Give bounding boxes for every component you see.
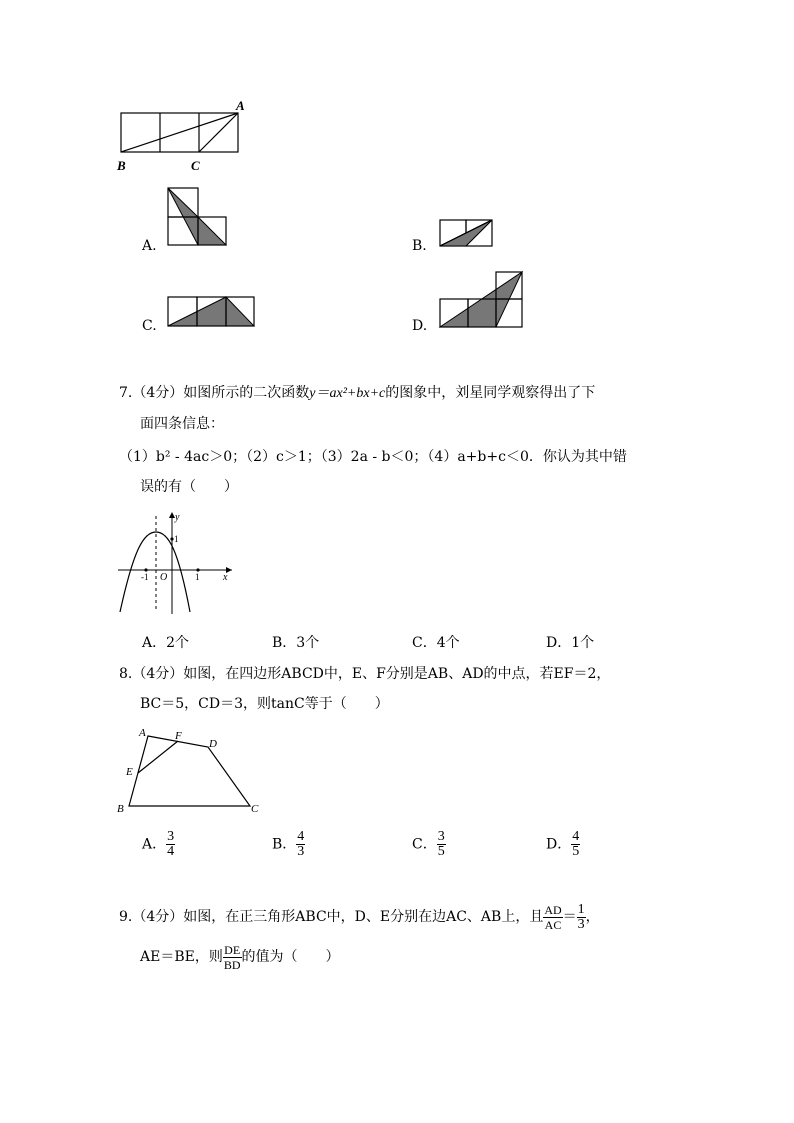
graph-label-y: y	[175, 512, 180, 523]
grid-label-a: A	[236, 98, 245, 113]
q7-option-c-letter: C．	[412, 635, 437, 651]
quad-label-c: C	[251, 803, 259, 815]
grid-figure	[112, 96, 262, 176]
q6-option-d-letter[interactable]: D.	[412, 318, 428, 334]
q9-text-pre: 如图，在正三角形ABC中，D、E分别在边AC、AB上，且	[183, 909, 544, 925]
q7-option-d-text: 1个	[571, 635, 595, 651]
q8-option-a-den: 4	[167, 844, 175, 859]
q8-option-b-letter: B．	[272, 836, 297, 853]
q9-line2-post: 的值为（ ）	[241, 949, 340, 965]
q8-option-c-letter: C．	[412, 836, 437, 853]
q8-option-d-den: 5	[572, 844, 580, 859]
q9-fraction-one-third	[577, 903, 586, 932]
q7-formula: y＝ax²+bx+c	[309, 386, 386, 401]
grid-label-b: B	[117, 158, 126, 173]
q9-line1	[119, 902, 600, 932]
q9-frac3-den: BD	[223, 957, 241, 972]
q9-eq: ＝	[562, 909, 577, 925]
q7-option-d-letter: D．	[546, 635, 572, 651]
q9-frac1-num: AD	[544, 902, 562, 917]
quad-label-e: E	[126, 766, 133, 778]
q6-option-a-figure[interactable]	[166, 186, 228, 248]
q7-text-pre: 如图所示的二次函数	[183, 385, 310, 401]
q8-option-c-den: 5	[437, 844, 445, 859]
q8-option-b-fraction	[296, 830, 305, 859]
q8-option-b-num: 4	[297, 829, 305, 844]
q9-fraction-ad-ac	[543, 903, 562, 932]
q9-line1-end: ，	[585, 909, 600, 925]
q8-option-b-den: 3	[297, 844, 305, 859]
q9-frac2-den: 3	[577, 916, 585, 932]
graph-label-1y: 1	[174, 534, 179, 544]
quad-label-f: F	[175, 730, 182, 742]
q7-number: 7.	[119, 385, 133, 401]
q7-option-c[interactable]	[412, 633, 460, 653]
q8-line1	[119, 664, 610, 684]
q6-option-b-figure[interactable]	[438, 218, 496, 250]
q8-option-a-num: 3	[167, 829, 175, 844]
q9-line2	[140, 942, 340, 972]
grid-label-c: C	[191, 158, 200, 173]
q8-option-a[interactable]	[142, 830, 175, 859]
q8-option-c-fraction	[437, 830, 446, 859]
q6-option-c-letter[interactable]: C.	[142, 318, 157, 334]
q9-frac2-num: 1	[577, 901, 585, 917]
q9-frac3-num: DE	[224, 942, 241, 957]
q8-points: （4分）	[132, 666, 184, 682]
q8-option-b[interactable]	[272, 830, 305, 859]
quad-label-a: A	[139, 727, 146, 739]
parabola-graph	[114, 508, 238, 616]
q8-line2: BC＝5，CD＝3，则tanC等于（ ）	[140, 696, 389, 712]
q8-option-d-fraction	[571, 830, 580, 859]
q9-fraction-de-bd	[223, 943, 242, 972]
q8-number: 8.	[119, 666, 133, 682]
q6-option-c-figure[interactable]	[166, 295, 258, 329]
graph-label-1x: 1	[195, 572, 200, 582]
graph-label-x: x	[223, 572, 228, 583]
q8-option-a-fraction	[166, 830, 175, 859]
q7-line4: 误的有（ ）	[140, 479, 238, 495]
q7-points: （4分）	[132, 385, 184, 401]
graph-label-o: O	[160, 572, 168, 583]
graph-label-neg1: -1	[141, 572, 149, 582]
quad-label-d: D	[209, 738, 217, 750]
q7-option-a-text: 2个	[166, 635, 190, 651]
q6-option-a-letter[interactable]: A.	[142, 238, 157, 254]
q7-option-b-text: 3个	[296, 635, 320, 651]
q7-line1	[119, 383, 595, 404]
q7-option-c-text: 4个	[436, 635, 460, 651]
q9-frac1-den: AC	[544, 917, 562, 932]
q7-option-a[interactable]	[142, 633, 189, 653]
q8-option-a-letter: A．	[142, 836, 167, 853]
quad-label-b: B	[117, 803, 124, 815]
q6-option-d-figure[interactable]	[438, 270, 526, 330]
q7-option-a-letter: A．	[142, 635, 167, 651]
q7-option-b[interactable]	[272, 633, 319, 653]
q7-option-d[interactable]	[546, 633, 594, 653]
q8-option-d-letter: D．	[546, 836, 572, 853]
q6-option-b-letter[interactable]: B.	[412, 238, 427, 254]
q8-option-c-num: 3	[437, 829, 445, 844]
q7-line2: 面四条信息：	[140, 416, 224, 432]
q8-text: 如图，在四边形ABCD中，E、F分别是AB、AD的中点，若EF＝2，	[183, 666, 611, 682]
q7-text-post: 的图象中，刘星同学观察得出了下	[385, 385, 596, 401]
q9-points: （4分）	[132, 909, 184, 925]
q8-option-d[interactable]	[546, 830, 580, 859]
q9-line2-pre: AE＝BE，则	[140, 949, 223, 965]
q7-line3: （1）b² - 4ac＞0；（2）c＞1；（3）2a - b＜0；（4）a+b+c＜0．你认为其中错	[119, 449, 627, 465]
q7-option-b-letter: B．	[272, 635, 297, 651]
q9-number: 9.	[119, 909, 133, 925]
q8-option-d-num: 4	[572, 829, 580, 844]
q8-option-c[interactable]	[412, 830, 446, 859]
quadrilateral-figure	[112, 724, 268, 818]
